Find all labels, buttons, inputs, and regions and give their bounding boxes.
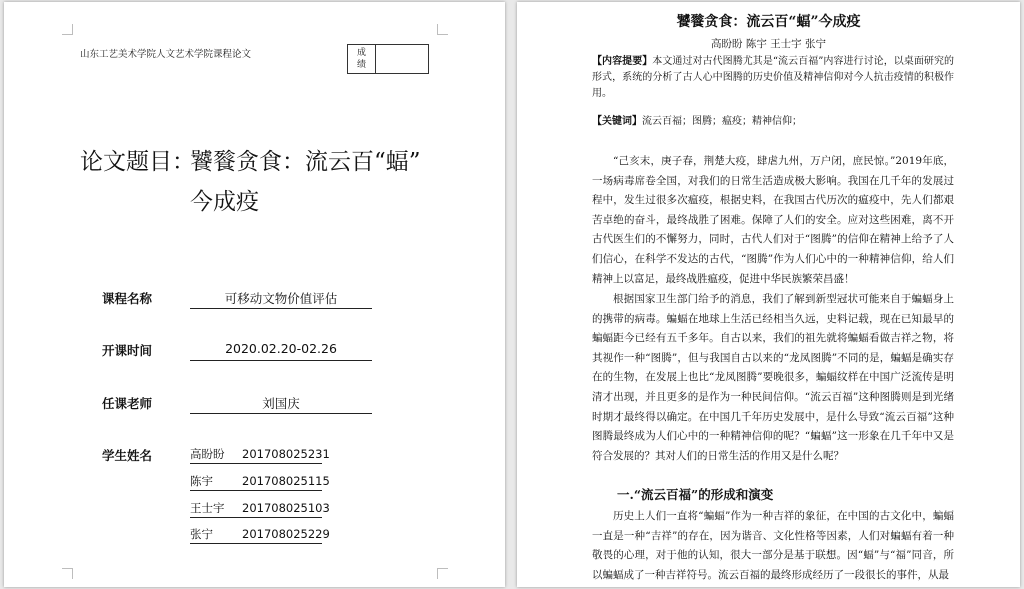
grade-label: 成 绩 [348,45,376,73]
student-id: 201708025229 [242,527,330,541]
student-entry [190,500,330,516]
article-authors: 高盼盼 陈宇 王士宇 张宁 [710,38,826,50]
student-id: 201708025231 [242,447,330,461]
paragraph-1: “己亥末，庚子春，荆楚大疫，肆虐九州，万户闭，庶民惊。”2019年底，一场病毒席卷全国，对我们的日常生活造成极大影响。我国在几千年的发展过程中，发生过很多次瘟疫，根据史料，在我国古代历次的瘟疫中，先人们都艰苦卓绝的奋斗，最终战胜了困难。保障了人们的安全。应对这些困难，离不开古代医生们的不懈努力，同时，古代人们对于“图腾”的信仰在精神上给予了人们信心，在科学不发达的古代，“图腾”作为人们心中的一种精神信仰，给人们精神上以富足，最终战胜瘟疫，促进中华民族繁荣昌盛！ [592,155,954,285]
title-line-2: 今成疫 [190,189,259,215]
crop-mark [437,24,448,35]
grade-box [347,44,429,74]
student-entry [190,446,330,462]
student-name: 张宁 [190,527,213,541]
underline [190,517,322,518]
title-prefix: 论文题目： [80,149,195,175]
underline [190,413,372,414]
student-entry [190,526,330,542]
student-name: 王士宇 [190,501,225,515]
keywords-label: 【关键词】 [592,116,642,127]
underline [190,463,322,464]
article-title: 饕餮贪食：流云百“蝠”今成疫 [676,14,861,30]
course-time-label: 开课时间 [102,343,153,358]
underline [190,543,322,544]
article-page [517,2,1020,587]
student-name: 陈宇 [190,474,213,488]
underline [190,308,372,309]
teacher-label: 任课老师 [102,396,153,411]
cover-page [4,2,505,587]
underline [190,490,322,491]
grade-value [376,45,428,73]
abstract-label: 【内容提要】 [592,56,653,67]
underline [190,360,372,361]
student-entry [190,473,330,489]
crop-mark [62,568,73,579]
paragraph-2: 根据国家卫生部门给予的消息，我们了解到新型冠状可能来自于蝙蝠身上的携带的病毒。蝙蝠在地球上生活已经相当久远，史料记载，现在已知最早的蝙蝠距今已经有五千多年。自古以来，我们的祖先就将蝙蝠看做吉祥之物，将其视作一种“图腾”，但与我国自古以来的“龙凤图腾”不同的是，蝙蝠是确实存在的生物，在发展上也比“龙凤图腾”要晚很多，蝙蝠纹样在中国广泛流传是明清才出现，并且更多的是作为一种民间信仰。“流云百福”这种图腾则是到光绪时期才最终得以确定。在中国几千年历史发展中，是什么导致“流云百福”这种图腾最终成为人们心中的一种精神信仰的呢？“蝙蝠”这一形象在几千年中又是符合发展的？其对人们的日常生活的作用又是什么呢？ [592,293,954,462]
crop-mark [62,24,73,35]
abstract [592,54,954,102]
students-label: 学生姓名 [102,448,153,463]
abstract-text: 本文通过对古代图腾尤其是“流云百福”内容进行讨论，以桌面研究的形式，系统的分析了古人心中图腾的历史价值及精神信仰对今人抗击疫情的积极作用。 [592,56,954,99]
course-time-value: 2020.02.20-02.26 [225,341,337,356]
keywords [592,114,954,130]
course-name-label: 课程名称 [102,291,153,306]
title-line-1: 饕餮贪食：流云百“蝠” [190,149,421,175]
crop-mark [437,568,448,579]
paragraph-3: 历史上人们一直将“蝙蝠”作为一种吉祥的象征，在中国的古文化中，蝙蝠一直是一种“吉祥”的存在，因为谐音、文化性格等因素，人们对蝙蝠有着一种敬畏的心理，对于他的认知，很大一部分是基于联想。因“蝠”与“福”同音，所以蝙蝠成了一种吉祥符号。流云百福的最终形成经历了一段很长的事件，从最 [592,510,954,581]
section-heading-1: 一.“流云百福”的形成和演变 [617,487,774,502]
student-name: 高盼盼 [190,447,225,461]
school-header: 山东工艺美术学院人文艺术学院课程论文 [80,49,252,60]
student-id: 201708025115 [242,474,330,488]
student-id: 201708025103 [242,501,330,515]
course-name-value: 可移动文物价值评估 [224,291,338,306]
keywords-text: 流云百福；图腾；瘟疫；精神信仰； [642,116,802,127]
teacher-value: 刘国庆 [262,396,300,411]
